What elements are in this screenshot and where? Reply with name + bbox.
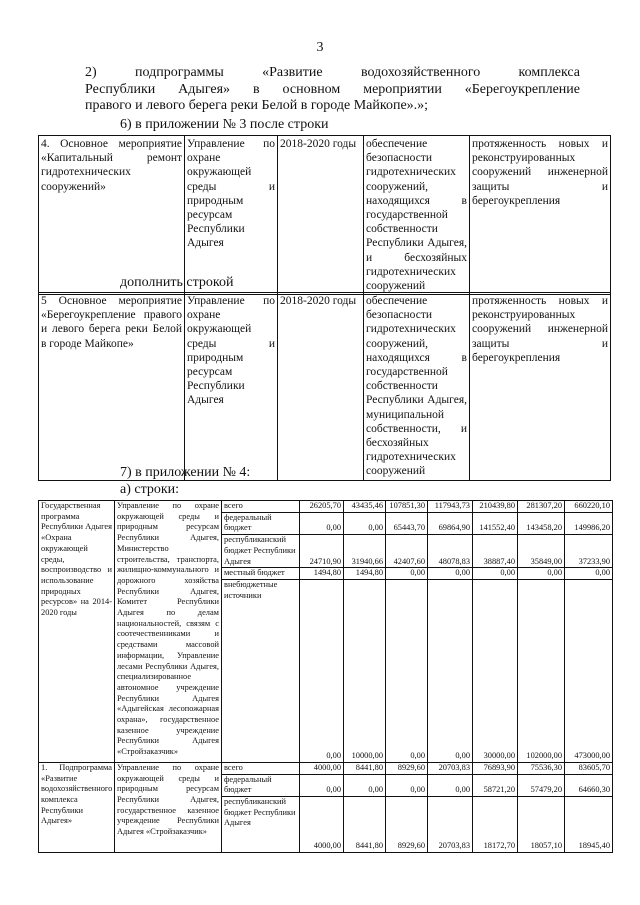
fin-cell: 0,00 [300,579,344,762]
fin-cell: 473000,00 [565,579,613,762]
fin-sp-name: 1. Подпрограмма «Развитие водохозяйственного комплекса Республики Адыгея» [39,762,115,852]
fin-cell: 0,00 [344,512,386,534]
fin-cell: 31940,66 [344,535,386,568]
fin-cell: 0,00 [473,568,518,580]
fin-cell: 76893,90 [473,762,518,774]
fin-cell: 8929,60 [386,762,428,774]
item6-heading: 6) в приложении № 3 после строки [120,117,329,132]
fin-sp-row-total [39,762,613,774]
fin-cell: 281307,20 [518,501,565,513]
add-row-heading: дополнить строкой [120,275,234,290]
fin-cell: 20703,83 [428,797,473,853]
fin-cell: 117943,73 [428,501,473,513]
fin-cell: 1494,80 [300,568,344,580]
fin-gp-name: Государственная программа Республики Адыгея «Охрана окружающей среды, воспроизводство и использование природных ресурсов» на 2014-2020 годы [39,501,115,763]
fin-cell: 107851,30 [386,501,428,513]
row5-goal: обеспечение безопасности гидротехнических сооружений, находящихся в государственной собственности Республики Адыгея, муниципальной собственности, и бесхозяйных гидротехнических сооружений [364,293,470,481]
fin-cell: 20703,83 [428,762,473,774]
fin-cell: 10000,00 [344,579,386,762]
fin-cell: 0,00 [428,774,473,796]
row4-executor: Управление по охране окружающей среды и природным ресурсам Республики Адыгея [185,136,278,295]
fin-cell: 58721,20 [473,774,518,796]
fin-cell: 35849,00 [518,535,565,568]
fin-gp-executor: Управление по охране окружающей среды и природным ресурсам Республики Адыгея, Министерство строительства, транспорта, жилищно-коммунального и дорожного хозяйства Республики Адыгея, Комитет Республики Адыгея по делам национальностей, связям с соотечественниками и средствами массовой информации, Управление лесами Республики Адыгея, специализированное автономное учреждение Республики Адыгея «Адыгейская лесопожарная охрана», государственное казенное учреждение Республики Адыгея «Стройзаказчик» [115,501,222,763]
fin-source-label: федеральный бюджет [222,774,300,796]
fin-cell: 0,00 [386,774,428,796]
fin-cell: 18172,70 [473,797,518,853]
fin-source-label: республиканский бюджет Республики Адыгея [222,797,300,853]
row5-table [38,292,611,481]
fin-cell: 42407,60 [386,535,428,568]
fin-cell: 8441,80 [344,797,386,853]
fin-cell: 37233,90 [565,535,613,568]
item2-line3: правого и левого берега реки Белой в городе Майкопе».»; [85,98,429,113]
row5-measure: 5 Основное мероприятие «Берегоукрепление правого и левого берега реки Белой в городе Майкопе» [39,293,185,481]
row4-indicator: протяженность новых и реконструированных сооружений инженерной защиты и берегоукрепления [470,136,611,295]
row4-goal: обеспечение безопасности гидротехнических сооружений, находящихся в государственной собственности Республики Адыгея, и бесхозяйных гидротехнических сооружений [364,136,470,295]
page-number: 3 [316,40,324,55]
fin-cell: 0,00 [428,579,473,762]
fin-cell: 0,00 [428,568,473,580]
row5-indicator: протяженность новых и реконструированных сооружений инженерной защиты и берегоукрепления [470,293,611,481]
fin-cell: 1494,80 [344,568,386,580]
fin-cell: 4000,00 [300,762,344,774]
fin-source-label: всего [222,501,300,513]
item7-heading: 7) в приложении № 4: [120,465,251,480]
fin-cell: 210439,80 [473,501,518,513]
fin-source-label: местный бюджет [222,568,300,580]
fin-cell: 0,00 [518,568,565,580]
fin-cell: 69864,90 [428,512,473,534]
fin-cell: 0,00 [386,579,428,762]
finance-table [38,500,613,853]
fin-source-label: федеральный бюджет [222,512,300,534]
fin-sp-executor: Управление по охране окружающей среды и природным ресурсам Республики Адыгея, государственное казенное учреждение Республики Адыгея «Стройзаказчик» [115,762,222,852]
row5-executor: Управление по охране окружающей среды и природным ресурсам Республики Адыгея [185,293,278,481]
fin-cell: 83605,70 [565,762,613,774]
row4-period: 2018-2020 годы [278,136,364,295]
fin-cell: 65443,70 [386,512,428,534]
fin-cell: 18057,10 [518,797,565,853]
fin-cell: 660220,10 [565,501,613,513]
fin-cell: 18945,40 [565,797,613,853]
item2-line2: Республики Адыгея» в основном мероприятии «Берегоукрепление [85,82,580,97]
fin-cell: 75536,30 [518,762,565,774]
row4-table [38,135,611,295]
fin-cell: 24710,90 [300,535,344,568]
fin-cell: 143458,20 [518,512,565,534]
fin-cell: 8441,80 [344,762,386,774]
fin-cell: 0,00 [344,774,386,796]
fin-cell: 8929,60 [386,797,428,853]
row5-period: 2018-2020 годы [278,293,364,481]
fin-source-label: внебюджетные источники [222,579,300,762]
fin-gp-row-total [39,501,613,513]
fin-cell: 57479,20 [518,774,565,796]
fin-cell: 64660,30 [565,774,613,796]
item2-line1: 2) подпрограммы «Развитие водохозяйственного комплекса [85,65,580,80]
fin-cell: 43435,46 [344,501,386,513]
fin-cell: 0,00 [565,568,613,580]
fin-cell: 0,00 [300,774,344,796]
fin-source-label: республиканский бюджет Республики Адыгея [222,535,300,568]
fin-cell: 141552,40 [473,512,518,534]
fin-cell: 102000,00 [518,579,565,762]
row4-measure: 4. Основное мероприятие «Капитальный ремонт гидротехнических сооружений» [39,136,185,295]
fin-cell: 38887,40 [473,535,518,568]
item7a-heading: а) строки: [120,482,180,497]
fin-cell: 149986,20 [565,512,613,534]
fin-cell: 4000,00 [300,797,344,853]
fin-cell: 48078,83 [428,535,473,568]
fin-cell: 0,00 [300,512,344,534]
fin-cell: 0,00 [386,568,428,580]
fin-source-label: всего [222,762,300,774]
fin-cell: 30000,00 [473,579,518,762]
fin-cell: 26205,70 [300,501,344,513]
